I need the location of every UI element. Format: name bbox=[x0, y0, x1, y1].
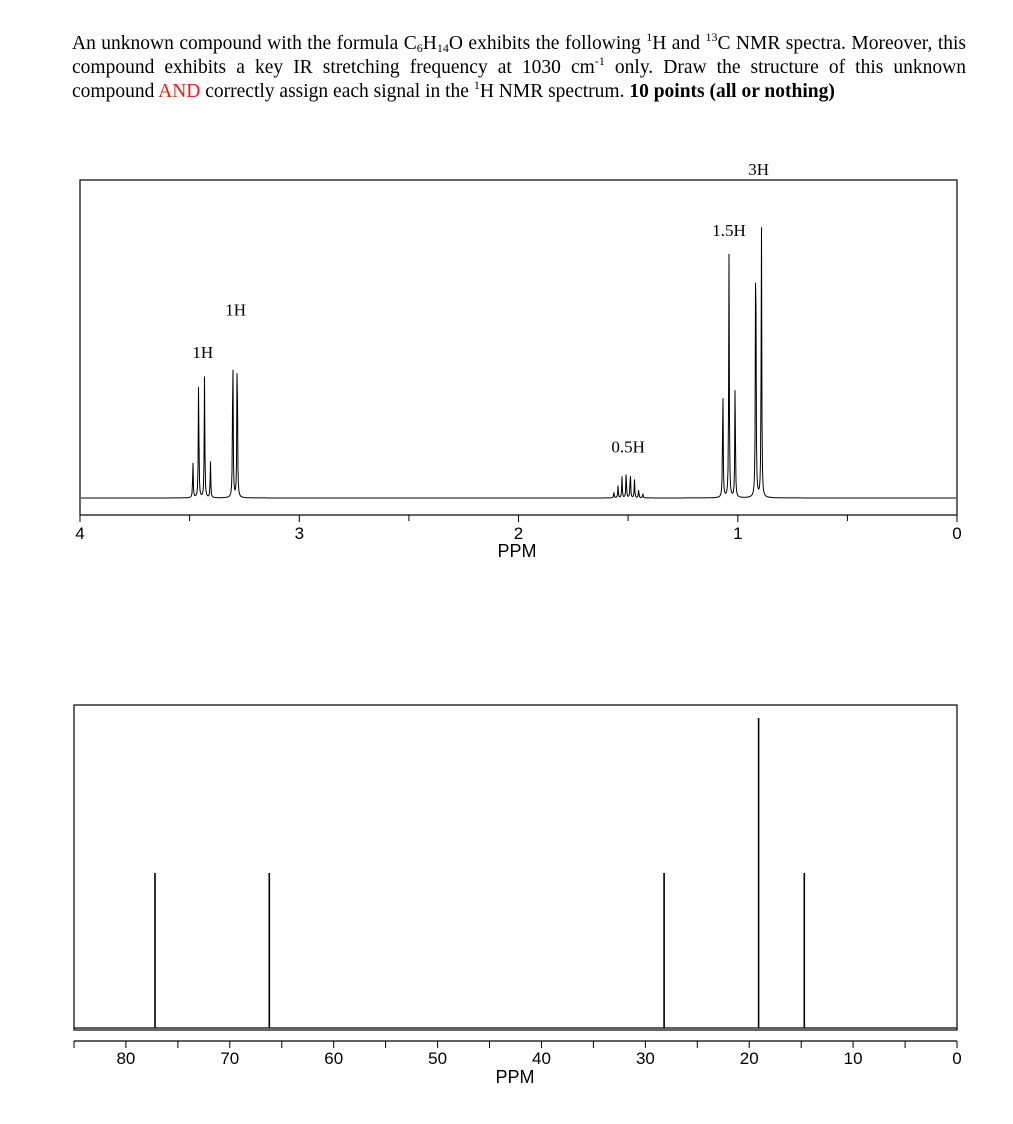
h-integral-label: 1H bbox=[192, 343, 214, 362]
question-segment: only. Draw the structure of this unknown compound bbox=[72, 57, 967, 102]
h-integral-label: 1H bbox=[225, 300, 247, 320]
c-nmr-xlabel: PPM bbox=[495, 1067, 535, 1087]
superscript: -1 bbox=[594, 54, 605, 68]
c-axis-tick-label: 10 bbox=[843, 1049, 863, 1068]
points-note: 10 points (all or nothing) bbox=[629, 81, 835, 102]
h-integral-label: 0.5H bbox=[611, 437, 645, 457]
subscript: 6 bbox=[416, 41, 423, 55]
h-integral-label: 3H bbox=[748, 160, 769, 179]
h-nmr-trace bbox=[81, 227, 956, 498]
question-segment: H and bbox=[652, 33, 706, 54]
c-nmr-spectrum bbox=[0, 695, 1013, 1095]
c-axis-tick-label: 70 bbox=[220, 1049, 240, 1068]
c-axis-tick-label: 50 bbox=[428, 1049, 448, 1068]
h-axis-tick-label: 2 bbox=[513, 524, 524, 543]
c-axis-tick-label: 20 bbox=[739, 1049, 759, 1068]
question-segment: An unknown compound with the formula C bbox=[72, 33, 417, 54]
h-integral-label: 1.5H bbox=[712, 221, 746, 240]
h-axis-tick-label: 4 bbox=[75, 524, 85, 543]
c-axis-tick-label: 80 bbox=[116, 1049, 136, 1068]
superscript: 13 bbox=[705, 30, 718, 44]
h-axis-tick-label: 3 bbox=[294, 524, 305, 543]
question-segment: O exhibits the following bbox=[448, 33, 647, 54]
c-axis-tick-label: 0 bbox=[952, 1049, 962, 1068]
question-segment: H NMR spectrum. bbox=[479, 81, 630, 102]
h-axis-tick-label: 1 bbox=[733, 524, 743, 543]
question-segment: correctly assign each signal in the bbox=[200, 81, 474, 102]
superscript: 1 bbox=[646, 30, 653, 44]
h-nmr-spectrum bbox=[0, 160, 1013, 570]
question-text bbox=[72, 32, 966, 104]
c-nmr-frame bbox=[74, 705, 957, 1030]
c-axis-tick-label: 30 bbox=[635, 1049, 655, 1068]
subscript: 14 bbox=[436, 41, 449, 55]
superscript: 1 bbox=[473, 78, 480, 92]
question-segment: C NMR spectra. Moreover, this compound exhibits a key IR stretching frequency at 1030 cm bbox=[72, 33, 966, 78]
h-axis-tick-label: 0 bbox=[952, 524, 962, 543]
c-axis-tick-label: 60 bbox=[324, 1049, 344, 1068]
question-segment: H bbox=[422, 33, 437, 54]
c-axis-tick-label: 40 bbox=[532, 1049, 551, 1068]
emphasis-and: AND bbox=[158, 81, 201, 102]
h-nmr-xlabel: PPM bbox=[497, 541, 537, 561]
